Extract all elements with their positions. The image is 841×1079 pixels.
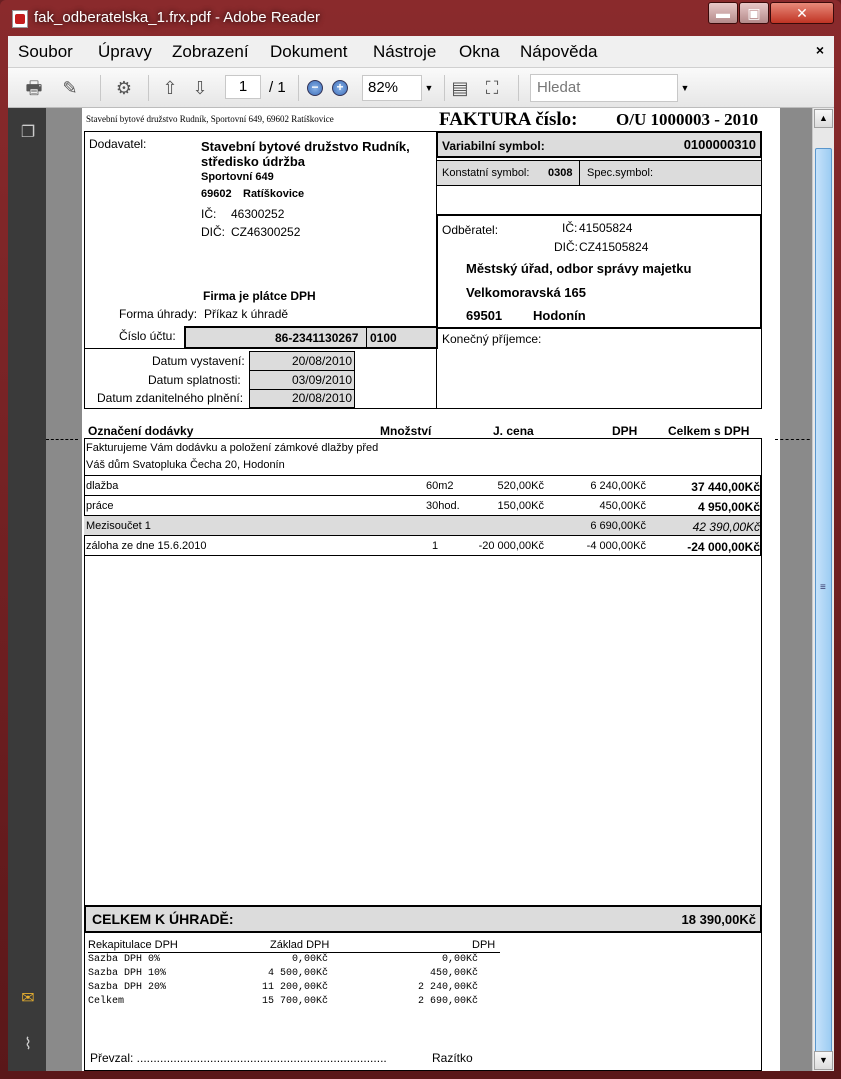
stamp-label: Razítko bbox=[432, 1051, 473, 1065]
menu-okna[interactable]: Okna bbox=[459, 42, 500, 61]
advance-row bbox=[84, 536, 760, 556]
divider bbox=[760, 476, 761, 556]
row-vat: 6 240,00Kč bbox=[590, 480, 646, 492]
supplier-ic: 46300252 bbox=[231, 207, 285, 221]
col-unit-price: J. cena bbox=[493, 424, 534, 438]
bank-code: 0100 bbox=[370, 331, 397, 345]
invoice-title: FAKTURA číslo: bbox=[439, 109, 578, 130]
row-qty: 30hod. bbox=[426, 500, 460, 512]
fit-page-icon[interactable]: ⛶ bbox=[485, 78, 499, 98]
customer-dic: CZ41505824 bbox=[579, 240, 649, 254]
menu-dokument[interactable]: Dokument bbox=[270, 42, 348, 61]
document-view[interactable] bbox=[46, 108, 812, 1071]
row-price: 150,00Kč bbox=[497, 500, 544, 512]
chevron-down-icon[interactable]: ▼ bbox=[424, 83, 434, 93]
close-window-button[interactable]: ✕ bbox=[770, 2, 834, 24]
menu-napoveda[interactable]: Nápověda bbox=[520, 42, 598, 61]
menu-soubor[interactable]: Soubor bbox=[18, 42, 73, 61]
recap-label: Sazba DPH 10% bbox=[88, 968, 167, 979]
subtotal-row bbox=[84, 516, 760, 536]
divider bbox=[249, 370, 355, 371]
recap-label: Sazba DPH 20% bbox=[88, 982, 167, 993]
supplier-dic: CZ46300252 bbox=[231, 225, 301, 239]
col-total: Celkem s DPH bbox=[668, 424, 750, 438]
menu-bar bbox=[8, 36, 834, 68]
page-number-input[interactable]: 1 bbox=[225, 75, 261, 99]
page-total: / 1 bbox=[269, 79, 286, 96]
subtotal-vat: 6 690,00Kč bbox=[590, 520, 646, 532]
col-vat: DPH bbox=[612, 424, 638, 438]
customer-dic-label: DIČ: bbox=[554, 240, 578, 254]
navigation-sidebar bbox=[8, 108, 46, 1071]
maximize-button[interactable]: ▣ bbox=[739, 2, 769, 24]
customer-city: Hodonín bbox=[533, 308, 586, 323]
customer-street: Velkomoravská 165 bbox=[466, 285, 586, 300]
recap-base: 15 700,00Kč bbox=[261, 996, 328, 1007]
advance-name: záloha ze dne 15.6.2010 bbox=[86, 540, 207, 552]
recap-vat: 2 690,00Kč bbox=[417, 996, 478, 1007]
zoom-level-select[interactable]: 82% bbox=[362, 75, 422, 101]
window-title: fak_odberatelska_1.frx.pdf - Adobe Reader bbox=[34, 9, 321, 26]
date-issued: 20/08/2010 bbox=[291, 354, 352, 368]
zoom-out-icon[interactable]: − bbox=[307, 80, 323, 96]
constant-symbol: 0308 bbox=[548, 167, 573, 179]
customer-zip: 69501 bbox=[466, 308, 503, 323]
supplier-city: Ratíškovice bbox=[243, 188, 305, 200]
row-qty: 60m2 bbox=[426, 480, 454, 492]
customer-name: Městský úřad, odbor správy majetku bbox=[466, 261, 692, 276]
advance-total: -24 000,00Kč bbox=[687, 540, 760, 554]
scroll-up-icon[interactable]: ▲ bbox=[814, 109, 833, 128]
recap-header-label: Rekapitulace DPH bbox=[88, 939, 178, 951]
subtotal-name: Mezisoučet 1 bbox=[86, 520, 151, 532]
date-due: 03/09/2010 bbox=[291, 373, 352, 387]
close-document-icon[interactable]: × bbox=[815, 42, 824, 58]
recap-header-base: Základ DPH bbox=[270, 939, 330, 951]
title-bar[interactable] bbox=[0, 0, 841, 36]
grip-icon: ≡ bbox=[820, 582, 826, 593]
date-issued-label: Datum vystavení: bbox=[152, 354, 245, 368]
supplier-zip: 69602 bbox=[201, 188, 232, 200]
divider bbox=[579, 160, 580, 186]
scroll-down-icon[interactable]: ▼ bbox=[814, 1051, 833, 1070]
toolbar-separator bbox=[100, 75, 101, 101]
share-icon[interactable]: ⚙ bbox=[115, 78, 133, 98]
supplier-dic-label: DIČ: bbox=[201, 225, 225, 239]
account-label: Číslo účtu: bbox=[119, 329, 176, 343]
row-name: práce bbox=[86, 500, 114, 512]
supplier-ic-label: IČ: bbox=[201, 207, 217, 221]
fold-mark bbox=[775, 439, 812, 440]
recap-base: 0,00Kč bbox=[291, 954, 328, 965]
print-icon[interactable]: 🖶 bbox=[25, 78, 43, 98]
supplier-name-1: Stavební bytové družstvo Rudník, bbox=[201, 139, 410, 154]
toolbar-separator bbox=[148, 75, 149, 101]
total-label: CELKEM K ÚHRADĚ: bbox=[92, 911, 234, 927]
final-recipient-label: Konečný příjemce: bbox=[442, 332, 542, 346]
minimize-button[interactable]: ▬ bbox=[708, 2, 738, 24]
toolbar-separator bbox=[518, 75, 519, 101]
toolbar-separator bbox=[444, 75, 445, 101]
invoice-number: O/U 1000003 - 2010 bbox=[616, 110, 759, 129]
advance-price: -20 000,00Kč bbox=[478, 540, 544, 552]
variable-symbol: 0100000310 bbox=[683, 137, 756, 152]
variable-symbol-label: Variabilní symbol: bbox=[442, 139, 545, 153]
customer-label: Odběratel: bbox=[442, 223, 499, 237]
toolbar-separator bbox=[298, 75, 299, 101]
col-quantity: Množství bbox=[380, 424, 432, 438]
col-description: Označení dodávky bbox=[88, 424, 194, 438]
row-name: dlažba bbox=[86, 480, 119, 492]
menu-nastroje[interactable]: Nástroje bbox=[373, 42, 437, 61]
scroll-thumb[interactable] bbox=[815, 148, 832, 1053]
recap-vat: 2 240,00Kč bbox=[417, 982, 478, 993]
recap-header-vat: DPH bbox=[472, 939, 496, 951]
search-input[interactable]: Hledat bbox=[530, 74, 678, 102]
fold-mark bbox=[46, 439, 78, 440]
zoom-in-icon[interactable]: + bbox=[332, 80, 348, 96]
intro-line-1: Fakturujeme Vám dodávku a položení zámkové dlažby před bbox=[86, 442, 379, 454]
total-amount: 18 390,00Kč bbox=[681, 912, 756, 927]
payment-method: Příkaz k úhradě bbox=[204, 307, 289, 321]
comments-icon[interactable]: ✉ bbox=[21, 990, 35, 1007]
recap-label: Celkem bbox=[88, 996, 125, 1007]
supplier-street: Sportovní 649 bbox=[201, 171, 274, 183]
advance-qty: 1 bbox=[432, 540, 439, 552]
next-page-icon[interactable]: ⇩ bbox=[192, 78, 208, 98]
attachments-icon[interactable]: ⌇ bbox=[24, 1036, 32, 1053]
received-by: Převzal: ........................................................................... bbox=[90, 1051, 387, 1065]
date-taxable: 20/08/2010 bbox=[291, 391, 352, 405]
payment-method-label: Forma úhrady: bbox=[119, 307, 198, 321]
supplier-label: Dodavatel: bbox=[89, 137, 147, 151]
pdf-page bbox=[82, 108, 780, 1071]
pages-icon[interactable]: ❐ bbox=[20, 124, 36, 141]
recap-vat: 450,00Kč bbox=[429, 968, 478, 979]
row-price: 520,00Kč bbox=[497, 480, 544, 492]
intro-line-2: Váš dům Svatopluka Čecha 20, Hodonín bbox=[86, 459, 285, 471]
divider bbox=[366, 326, 367, 349]
vat-payer-note: Firma je plátce DPH bbox=[203, 289, 316, 303]
recap-base: 11 200,00Kč bbox=[261, 982, 328, 993]
divider bbox=[88, 952, 500, 953]
constant-symbol-label: Konstatní symbol: bbox=[442, 167, 530, 179]
advance-vat: -4 000,00Kč bbox=[586, 540, 646, 552]
customer-ic-label: IČ: bbox=[562, 221, 578, 235]
customer-ic: 41505824 bbox=[579, 221, 633, 235]
supplier-header-line: Stavební bytové družstvo Rudník, Sportovní 649, 69602 Ratíškovice bbox=[86, 114, 334, 124]
spec-symbol-label: Spec.symbol: bbox=[587, 167, 654, 179]
fit-width-icon[interactable]: ▤ bbox=[451, 78, 469, 98]
chevron-down-icon[interactable]: ▼ bbox=[680, 83, 690, 93]
pdf-file-icon bbox=[12, 10, 28, 28]
table-row bbox=[84, 496, 760, 516]
recap-label: Sazba DPH 0% bbox=[88, 954, 161, 965]
previous-page-icon[interactable]: ⇧ bbox=[162, 78, 178, 98]
recap-vat: 0,00Kč bbox=[441, 954, 478, 965]
date-taxable-label: Datum zdanitelného plnění: bbox=[97, 391, 244, 405]
vertical-scrollbar[interactable] bbox=[812, 108, 834, 1071]
date-due-label: Datum splatnosti: bbox=[148, 373, 241, 387]
row-total: 37 440,00Kč bbox=[691, 480, 760, 494]
supplier-name-2: středisko údržba bbox=[201, 154, 306, 169]
subtotal-total: 42 390,00Kč bbox=[692, 520, 760, 534]
row-vat: 450,00Kč bbox=[599, 500, 646, 512]
toolbar bbox=[8, 68, 834, 108]
divider bbox=[249, 389, 355, 390]
row-total: 4 950,00Kč bbox=[697, 500, 760, 514]
table-row bbox=[84, 476, 760, 496]
menu-upravy[interactable]: Úpravy bbox=[98, 42, 152, 61]
menu-zobrazeni[interactable]: Zobrazení bbox=[172, 42, 249, 61]
review-icon[interactable]: ✎ bbox=[62, 78, 78, 98]
account-number: 86-2341130267 bbox=[275, 331, 359, 345]
recap-base: 4 500,00Kč bbox=[267, 968, 328, 979]
